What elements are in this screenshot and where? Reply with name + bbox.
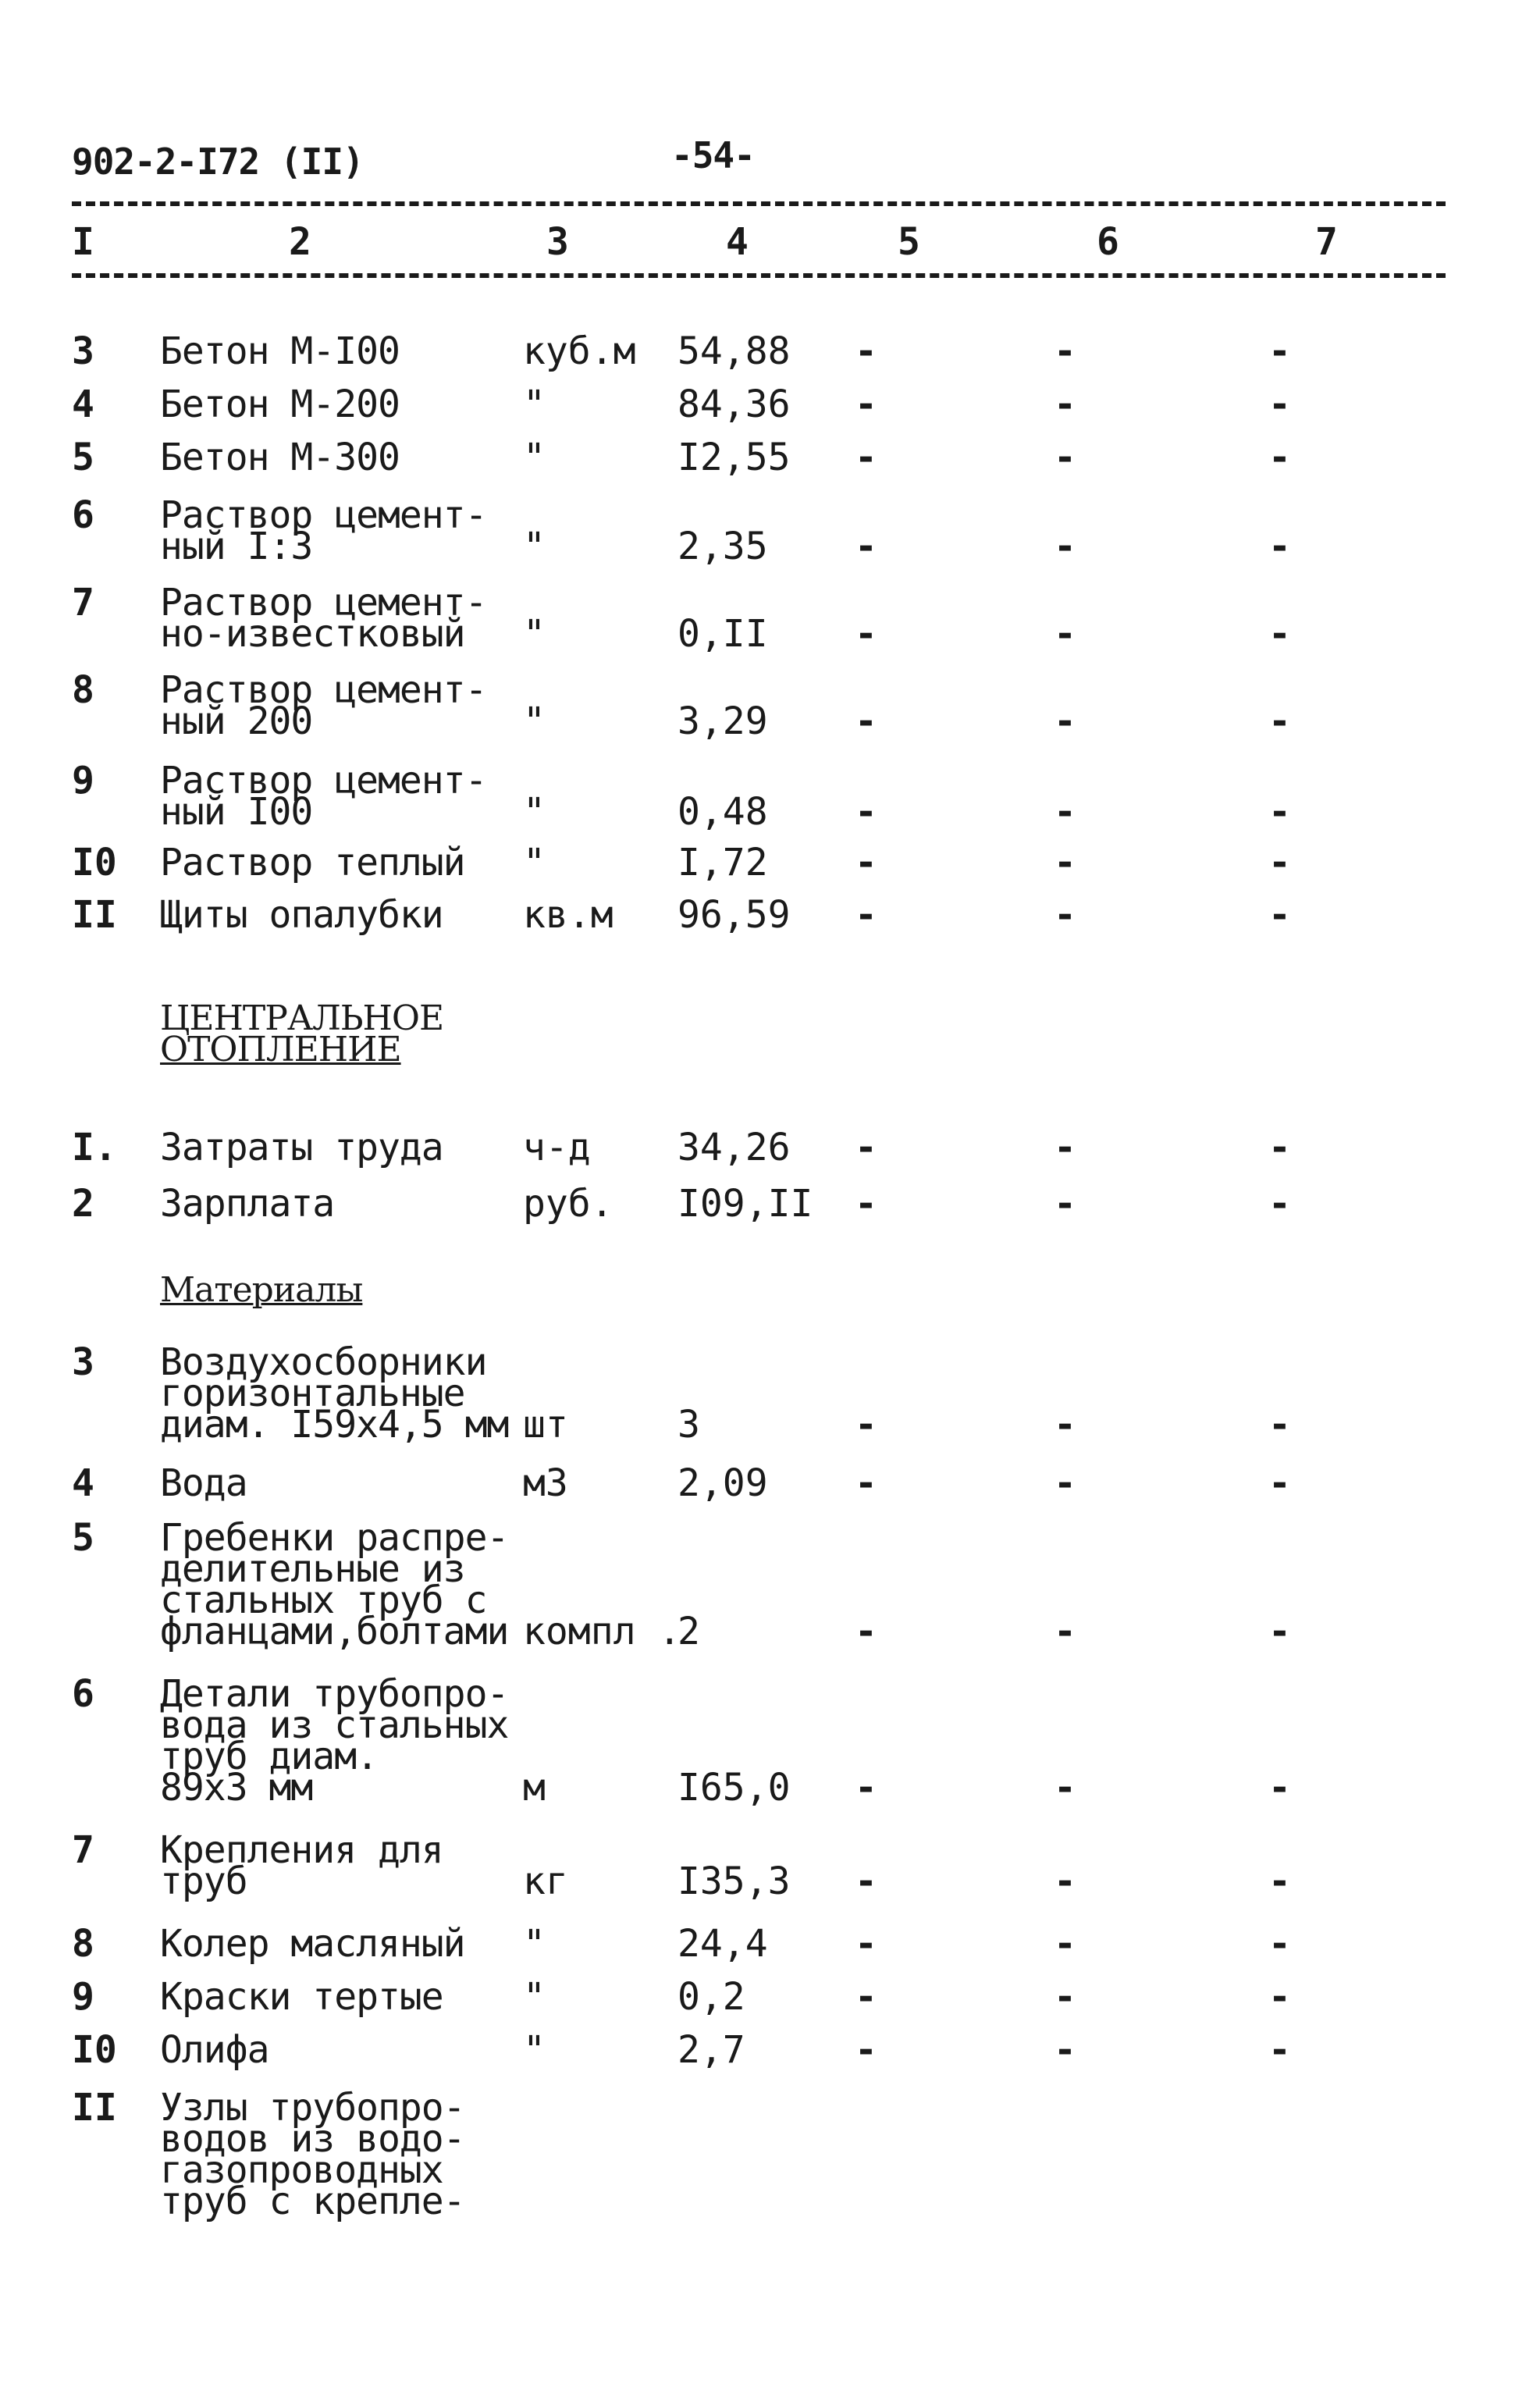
- row-item-name: [160, 1461, 247, 1505]
- row-item-name-line: Затраты труда: [160, 1126, 443, 1169]
- row-item-name-line: газопроводных: [160, 2148, 443, 2192]
- column-header-5: 5: [898, 220, 920, 264]
- row-number: 6: [72, 493, 94, 537]
- row-col5: -: [855, 436, 877, 479]
- row-item-name-line: Зарплата: [160, 1182, 335, 1226]
- row-col7: -: [1268, 1766, 1291, 1810]
- row-item-name-line: Бетон М-200: [160, 383, 400, 426]
- row-col6: -: [1054, 1403, 1076, 1447]
- row-item-name-line: горизонтальные: [160, 1372, 465, 1415]
- row-unit: кв.м: [523, 893, 614, 937]
- row-col6: -: [1054, 436, 1076, 479]
- row-quantity: 3,29: [678, 699, 768, 743]
- row-number: 4: [72, 383, 94, 426]
- row-quantity: 2: [678, 1610, 700, 1653]
- row-item-name-line: Раствор цемент-: [160, 759, 487, 803]
- row-unit: ": [523, 1922, 546, 1966]
- row-item-name-line: Узлы трубопро-: [160, 2086, 465, 2130]
- row-col5: -: [855, 612, 877, 656]
- row-number: 8: [72, 668, 94, 712]
- row-item-name: [160, 668, 487, 743]
- row-col7: -: [1268, 1610, 1291, 1653]
- row-unit: компл .: [523, 1610, 681, 1653]
- row-item-name: [160, 893, 443, 937]
- row-unit: ": [523, 699, 546, 743]
- row-number: 8: [72, 1922, 94, 1966]
- row-col6: -: [1054, 383, 1076, 426]
- row-quantity: 0,48: [678, 790, 768, 834]
- row-unit: ч-д: [523, 1126, 591, 1169]
- row-number: 5: [72, 436, 94, 479]
- materials-heading-text: Материалы: [160, 1270, 363, 1310]
- row-col5: -: [855, 1403, 877, 1447]
- row-number: 9: [72, 1975, 94, 2019]
- row-item-name: [160, 1516, 509, 1653]
- row-quantity: 84,36: [678, 383, 791, 426]
- header-bottom-rule: [72, 273, 1446, 278]
- row-col6: -: [1054, 612, 1076, 656]
- row-item-name: [160, 2086, 465, 2223]
- row-quantity: I65,0: [678, 1766, 791, 1810]
- row-quantity: 24,4: [678, 1922, 768, 1966]
- row-quantity: 2,7: [678, 2028, 745, 2072]
- row-number: II: [72, 2086, 117, 2130]
- section-heading-line2: ОТОПЛЕНИЕ: [160, 1030, 401, 1069]
- row-item-name-line: вода из стальных: [160, 1703, 509, 1747]
- row-item-name-line: труб с крепле-: [160, 2180, 465, 2223]
- row-col6: -: [1054, 790, 1076, 834]
- row-col6: -: [1054, 699, 1076, 743]
- row-unit: ": [523, 525, 546, 568]
- row-col7: -: [1268, 1403, 1291, 1447]
- row-item-name: [160, 1672, 509, 1810]
- row-col5: -: [855, 1461, 877, 1505]
- row-col6: -: [1054, 1126, 1076, 1169]
- row-col6: -: [1054, 1922, 1076, 1966]
- row-quantity: 0,2: [678, 1975, 745, 2019]
- row-col7: -: [1268, 1860, 1291, 1903]
- row-col6: -: [1054, 1461, 1076, 1505]
- row-col6: -: [1054, 1860, 1076, 1903]
- row-col5: -: [855, 1766, 877, 1810]
- row-col5: -: [855, 893, 877, 937]
- row-unit: куб.м: [523, 329, 636, 373]
- row-col5: -: [855, 790, 877, 834]
- row-number: 9: [72, 759, 94, 803]
- page-number: -54-: [671, 134, 755, 176]
- row-col6: -: [1054, 1610, 1076, 1653]
- row-quantity: 96,59: [678, 893, 791, 937]
- row-col7: -: [1268, 612, 1291, 656]
- row-col6: -: [1054, 329, 1076, 373]
- row-unit: ": [523, 1975, 546, 2019]
- row-number: 3: [72, 329, 94, 373]
- row-number: 3: [72, 1340, 94, 1384]
- row-col7: -: [1268, 329, 1291, 373]
- row-item-name: [160, 436, 400, 479]
- row-col5: -: [855, 383, 877, 426]
- row-unit: ": [523, 612, 546, 656]
- row-item-name-line: Раствор теплый: [160, 841, 465, 884]
- row-col5: -: [855, 2028, 877, 2072]
- row-item-name-line: труб диам.: [160, 1735, 378, 1778]
- row-item-name-line: фланцами,болтами: [160, 1610, 509, 1653]
- row-item-name-line: Краски тертые: [160, 1975, 443, 2019]
- row-col6: -: [1054, 841, 1076, 884]
- row-unit: ": [523, 790, 546, 834]
- row-item-name: [160, 1975, 443, 2019]
- row-item-name-line: Детали трубопро-: [160, 1672, 509, 1716]
- row-col6: -: [1054, 893, 1076, 937]
- row-item-name-line: но-известковый: [160, 612, 465, 656]
- row-col7: -: [1268, 1922, 1291, 1966]
- row-item-name: [160, 759, 487, 834]
- row-item-name-line: диам. I59х4,5 мм: [160, 1403, 509, 1447]
- column-header-4: 4: [726, 220, 749, 264]
- row-item-name-line: ный 200: [160, 699, 313, 743]
- row-item-name-line: Гребенки распре-: [160, 1516, 509, 1560]
- row-unit: ": [523, 841, 546, 884]
- row-col7: -: [1268, 841, 1291, 884]
- row-quantity: 3: [678, 1403, 700, 1447]
- row-item-name: [160, 841, 465, 884]
- row-col5: -: [855, 1975, 877, 2019]
- row-unit: ": [523, 2028, 546, 2072]
- row-item-name-line: Колер масляный: [160, 1922, 465, 1966]
- row-quantity: I,72: [678, 841, 768, 884]
- row-col5: -: [855, 1922, 877, 1966]
- row-item-name-line: Щиты опалубки: [160, 893, 443, 937]
- row-quantity: 2,09: [678, 1461, 768, 1505]
- row-col7: -: [1268, 699, 1291, 743]
- row-item-name-line: Вода: [160, 1461, 247, 1505]
- row-quantity: 54,88: [678, 329, 791, 373]
- row-col7: -: [1268, 436, 1291, 479]
- column-header-3: 3: [546, 220, 569, 264]
- row-quantity: I09,II: [678, 1182, 813, 1226]
- row-col7: -: [1268, 2028, 1291, 2072]
- row-unit: ": [523, 436, 546, 479]
- row-col7: -: [1268, 383, 1291, 426]
- row-item-name: [160, 1922, 465, 1966]
- row-item-name-line: ный I00: [160, 790, 313, 834]
- row-number: I.: [72, 1126, 117, 1169]
- section-heading-central-heating: [160, 998, 444, 1069]
- row-unit: кг: [523, 1860, 568, 1903]
- row-col6: -: [1054, 1182, 1076, 1226]
- row-number: 5: [72, 1516, 94, 1560]
- row-unit: шт: [523, 1403, 568, 1447]
- row-item-name: [160, 1828, 443, 1903]
- row-number: 7: [72, 1828, 94, 1872]
- row-col5: -: [855, 1860, 877, 1903]
- row-col5: -: [855, 1610, 877, 1653]
- row-item-name-line: Воздухосборники: [160, 1340, 487, 1384]
- row-col7: -: [1268, 790, 1291, 834]
- column-header-1: I: [72, 220, 94, 264]
- row-col5: -: [855, 329, 877, 373]
- row-col7: -: [1268, 1182, 1291, 1226]
- row-col7: -: [1268, 893, 1291, 937]
- row-item-name-line: водов из водо-: [160, 2117, 465, 2161]
- row-item-name: [160, 383, 400, 426]
- row-quantity: I2,55: [678, 436, 791, 479]
- row-col7: -: [1268, 525, 1291, 568]
- row-col7: -: [1268, 1461, 1291, 1505]
- row-item-name-line: Раствор цемент-: [160, 581, 487, 625]
- row-quantity: 0,II: [678, 612, 768, 656]
- row-unit: ": [523, 383, 546, 426]
- row-col5: -: [855, 525, 877, 568]
- row-number: I0: [72, 2028, 117, 2072]
- row-unit: м3: [523, 1461, 568, 1505]
- row-col6: -: [1054, 525, 1076, 568]
- row-col5: -: [855, 1126, 877, 1169]
- row-item-name-line: 89х3 мм: [160, 1766, 313, 1810]
- row-item-name-line: делительные из: [160, 1547, 465, 1591]
- row-number: 4: [72, 1461, 94, 1505]
- row-number: I0: [72, 841, 117, 884]
- row-item-name-line: Раствор цемент-: [160, 668, 487, 712]
- row-item-name-line: Олифа: [160, 2028, 269, 2072]
- row-quantity: I35,3: [678, 1860, 791, 1903]
- row-item-name-line: Бетон М-300: [160, 436, 400, 479]
- row-item-name: [160, 493, 487, 568]
- row-unit: м: [523, 1766, 546, 1810]
- row-item-name: [160, 1126, 443, 1169]
- row-number: 2: [72, 1182, 94, 1226]
- row-col7: -: [1268, 1126, 1291, 1169]
- row-col6: -: [1054, 1975, 1076, 2019]
- header-top-rule: [72, 201, 1446, 206]
- row-number: II: [72, 893, 117, 937]
- row-item-name: [160, 1182, 335, 1226]
- row-col7: -: [1268, 1975, 1291, 2019]
- row-item-name-line: Крепления для: [160, 1828, 443, 1872]
- row-quantity: 2,35: [678, 525, 768, 568]
- column-header-6: 6: [1097, 220, 1119, 264]
- row-item-name-line: ный I:3: [160, 525, 313, 568]
- row-number: 6: [72, 1672, 94, 1716]
- row-number: 7: [72, 581, 94, 625]
- row-item-name: [160, 329, 400, 373]
- row-item-name: [160, 581, 487, 656]
- row-col5: -: [855, 841, 877, 884]
- section-heading-materials: [160, 1270, 363, 1310]
- row-item-name-line: Раствор цемент-: [160, 493, 487, 537]
- row-quantity: 34,26: [678, 1126, 791, 1169]
- row-item-name-line: Бетон М-I00: [160, 329, 400, 373]
- row-col6: -: [1054, 2028, 1076, 2072]
- column-header-7: 7: [1315, 220, 1338, 264]
- row-item-name: [160, 1340, 509, 1447]
- row-col5: -: [855, 699, 877, 743]
- document-code: 902-2-I72 (II): [72, 141, 364, 183]
- column-header-2: 2: [289, 220, 311, 264]
- row-item-name-line: труб: [160, 1860, 247, 1903]
- section-heading-line1: ЦЕНТРАЛЬНОЕ: [160, 998, 444, 1038]
- row-col5: -: [855, 1182, 877, 1226]
- row-col6: -: [1054, 1766, 1076, 1810]
- row-item-name: [160, 2028, 269, 2072]
- row-unit: руб.: [523, 1182, 614, 1226]
- row-item-name-line: стальных труб с: [160, 1578, 487, 1622]
